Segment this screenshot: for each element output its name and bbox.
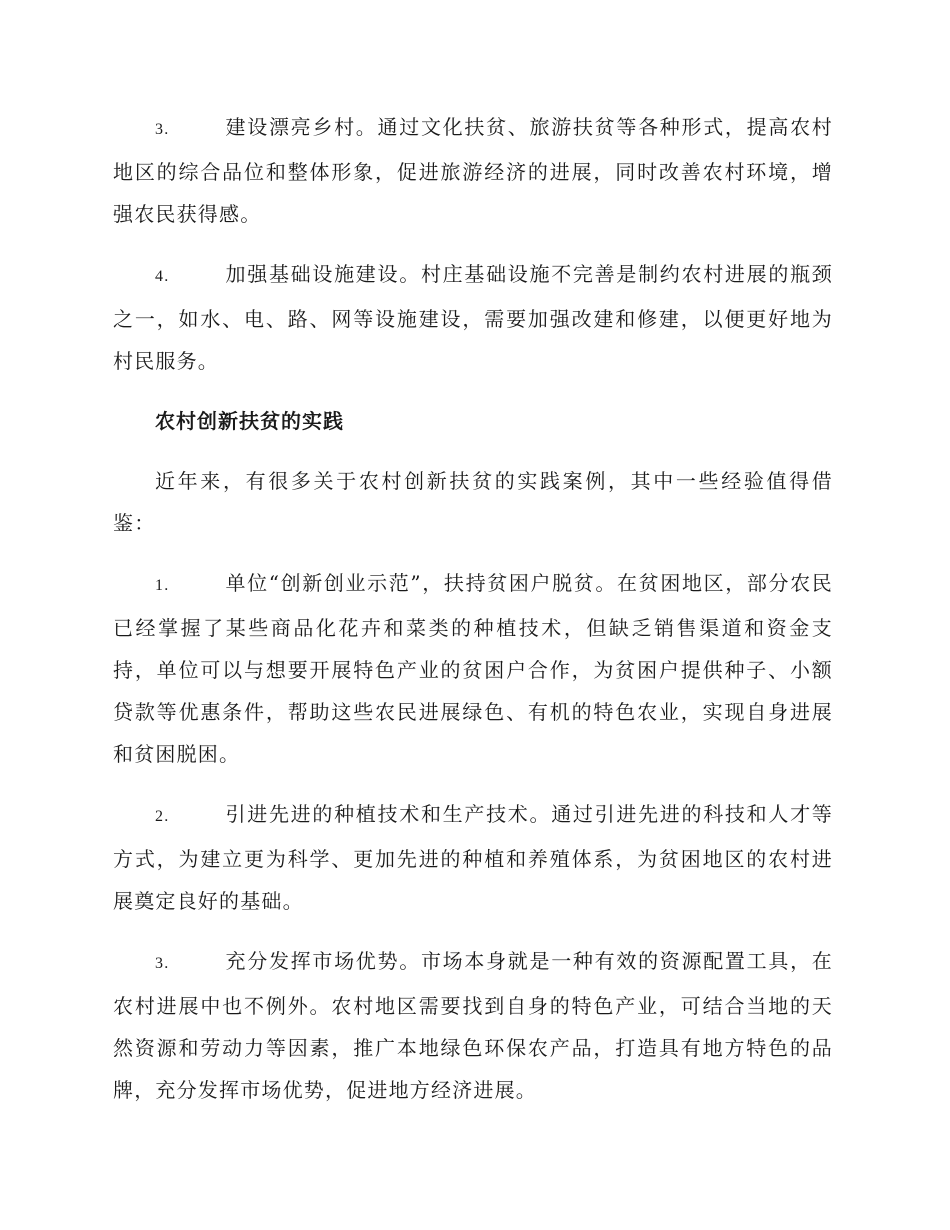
list-item [113,253,833,382]
section-heading: 农村创新扶贫的实践 [155,409,344,433]
list-text: 充分发挥市场优势。市场本身就是一种有效的资源配置工具，在农村进展中也不例外。农村地区需要找到自身的特色产业，可结合当地的天然资源和劳动力等因素，推广本地绿色环保农产品，打造具有地方特色的品牌，充分发挥市场优势，促进地方经济进展。 [113,949,833,1102]
list-text: 加强基础设施建设。村庄基础设施不完善是制约农村进展的瓶颈之一，如水、电、路、网等设施建设，需要加强改建和修建，以便更好地为村民服务。 [113,262,833,373]
list-text: 引进先进的种植技术和生产技术。通过引进先进的科技和人才等方式，为建立更为科学、更加先进的种植和养殖体系，为贫困地区的农村进展奠定良好的基础。 [113,802,833,913]
list-text: 建设漂亮乡村。通过文化扶贫、旅游扶贫等各种形式，提高农村地区的综合品位和整体形象，促进旅游经济的进展，同时改善农村环境，增强农民获得感。 [113,115,833,226]
list-item [113,562,833,775]
list-number: 3. [155,955,170,972]
list-item [113,106,833,235]
list-item [113,793,833,922]
intro-paragraph: 近年来，有很多关于农村创新扶贫的实践案例，其中一些经验值得借鉴： [113,469,833,535]
list-item [113,940,833,1111]
list-text: 单位“创新创业示范”，扶持贫困户脱贫。在贫困地区，部分农民已经掌握了某些商品化花卉和菜类的种植技术，但缺乏销售渠道和资金支持，单位可以与想要开展特色产业的贫困户合作，为贫困户提供种子、小额贷款等优惠条件，帮助这些农民进展绿色、有机的特色农业，实现自身进展和贫困脱困。 [113,571,833,766]
list-number: 4. [155,268,170,285]
list-number: 1. [155,577,170,594]
document-body [113,106,833,1129]
list-number: 2. [155,808,170,825]
list-number: 3. [155,121,170,138]
